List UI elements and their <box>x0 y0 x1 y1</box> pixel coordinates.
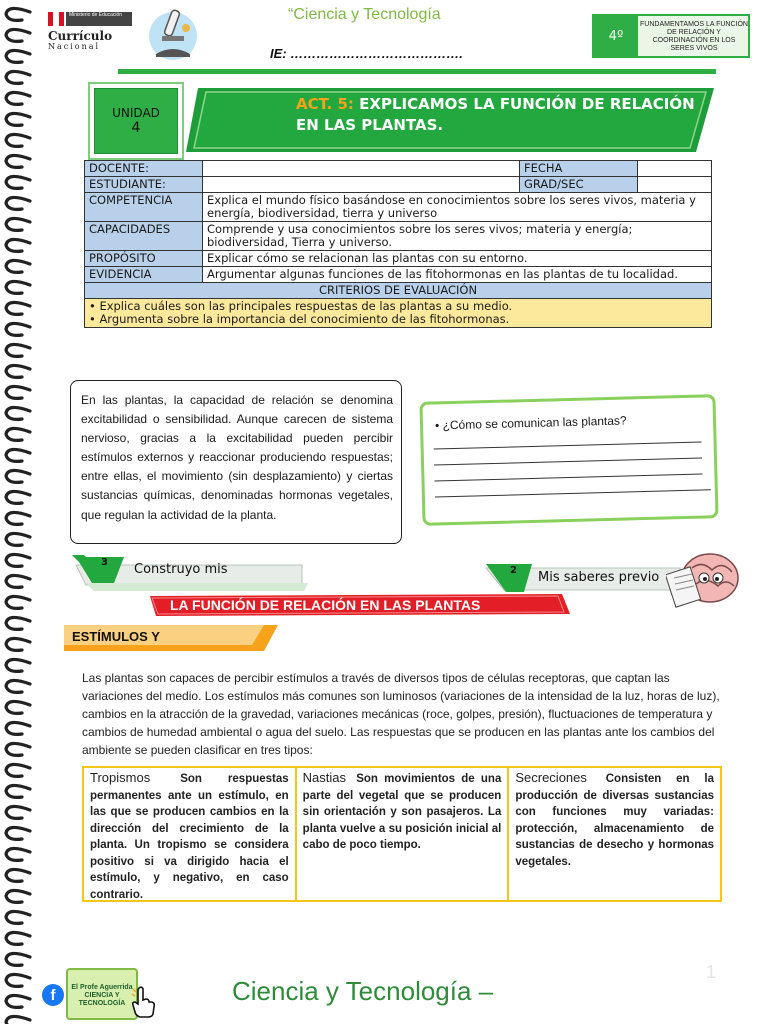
response-types-table <box>82 766 722 902</box>
column-term: Secreciones <box>515 770 587 785</box>
spiral-ring <box>6 785 30 797</box>
spiral-ring <box>6 302 30 314</box>
spiral-ring <box>6 722 30 734</box>
subsection-title: ESTÍMULOS Y <box>72 629 160 644</box>
spiral-ring <box>6 365 30 377</box>
activity-number: ACT. 5: <box>296 95 354 113</box>
capacidades-label: CAPACIDADES <box>85 222 203 251</box>
spiral-ring <box>6 470 30 482</box>
activity-title-text: EXPLICAMOS LA FUNCIÓN DE RELACIÓN EN LAS PLANTAS. <box>296 95 695 134</box>
grade-box <box>592 14 750 58</box>
spiral-ring <box>6 260 30 272</box>
spiral-ring <box>6 386 30 398</box>
question-box <box>419 394 718 526</box>
fecha-field[interactable] <box>638 161 712 177</box>
spiral-ring <box>6 50 30 62</box>
spiral-ring <box>6 953 30 965</box>
spiral-ring <box>6 512 30 524</box>
question-text: • ¿Cómo se comunican las plantas? <box>434 413 627 433</box>
activity-info-table <box>84 160 712 328</box>
grade-number: 4º <box>594 16 638 56</box>
construyo-tab-label: Construyo mis <box>134 562 228 577</box>
spiral-ring <box>6 974 30 986</box>
logo-line: CIENCIA Y TECNOLOGÍA <box>78 992 126 1007</box>
answer-line[interactable] <box>434 458 702 466</box>
spiral-ring <box>6 239 30 251</box>
ie-field: IE: …………………………………. <box>270 46 463 61</box>
spiral-ring <box>6 911 30 923</box>
docente-field[interactable] <box>203 161 520 177</box>
spiral-ring <box>6 176 30 188</box>
ciencia-tecnologia-logo[interactable] <box>66 968 138 1020</box>
footer-title: Ciencia y Tecnología – <box>232 976 494 1006</box>
spiral-ring <box>6 995 30 1007</box>
ministerio-label: Ministerio de Educación <box>66 12 132 26</box>
spiral-ring <box>6 806 30 818</box>
header-title: “Ciencia y Tecnología <box>288 6 441 23</box>
spiral-ring <box>6 449 30 461</box>
criterio-item: • Explica cuáles son las principales respuestas de las plantas a su medio. <box>89 299 513 313</box>
estudiante-label: ESTUDIANTE: <box>85 177 203 193</box>
competencia-value: Explica el mundo físico basándose en conocimientos sobre los seres vivos, materia y energía, biodiversidad, tierra y universo <box>203 193 712 222</box>
spiral-ring <box>6 827 30 839</box>
spiral-ring <box>6 428 30 440</box>
spiral-ring <box>6 869 30 881</box>
intro-text-box: En las plantas, la capacidad de relación se denomina excitabilidad o sensibilidad. Aunque carecen de sistema nervioso, gracias a la excitabilidad pueden percibir estímulos externos y reaccionar produciendo respuestas; entre ellas, el movimiento (sin desplazamiento) y ciertas sustancias químicas, denominadas hormonas vegetales, que regulan la actividad de la planta. <box>70 380 402 544</box>
gradsec-label: GRAD/SEC <box>520 177 638 193</box>
answer-line[interactable] <box>435 489 711 497</box>
spiral-ring <box>6 407 30 419</box>
pointer-hand-icon <box>130 986 156 1018</box>
spiral-ring <box>6 659 30 671</box>
spiral-ring <box>6 218 30 230</box>
activity-title <box>296 94 696 136</box>
spiral-binding <box>0 0 44 1024</box>
spiral-ring <box>6 638 30 650</box>
stimuli-paragraph: Las plantas son capaces de percibir estímulos a través de diversos tipos de células receptoras, que captan las variaciones del medio. Los estímulos más comunes son luminosos (variaciones de la intensidad de la luz, horas de luz), cambios en la atracción de la gravedad, variaciones mecánicas (roce, golpes, presión), fluctuaciones de temperatura y cambios de humedad ambiental o agua del suelo. Las respuestas que se producen en las plantas ante los cambios del ambiente se pueden clasificar en tres tipos: <box>82 671 720 757</box>
spiral-ring <box>6 764 30 776</box>
grade-topic: FUNDAMENTAMOS LA FUNCIÓN DE RELACIÓN Y COORDINACIÓN EN LOS SERES VIVOS <box>640 21 748 52</box>
spiral-ring <box>6 533 30 545</box>
spiral-ring <box>6 113 30 125</box>
spiral-ring <box>6 554 30 566</box>
spiral-ring <box>6 155 30 167</box>
gradsec-field[interactable] <box>638 177 712 193</box>
spiral-ring <box>6 197 30 209</box>
unit-label: UNIDAD <box>112 106 160 120</box>
fecha-label: FECHA <box>520 161 638 177</box>
unit-number: 4 <box>131 120 141 136</box>
capacidades-value: Comprende y usa conocimientos sobre los seres vivos; materia y energía; biodiversidad, Tierra y universo. <box>203 222 712 251</box>
column-text: Consisten en la producción de diversas sustancias con funciones muy variadas: protección, almacenamiento de sustancias de desecho y hormonas vegetales. <box>515 773 715 868</box>
secreciones-cell <box>507 768 720 900</box>
evidencia-value: Argumentar algunas funciones de las fitohormonas en las plantas de tu localidad. <box>203 267 712 283</box>
spiral-ring <box>6 848 30 860</box>
answer-line[interactable] <box>434 474 702 482</box>
spiral-ring <box>6 1016 30 1024</box>
spiral-ring <box>6 743 30 755</box>
brain-mascot-icon <box>666 548 740 618</box>
curriculo-nacional-logo <box>48 10 134 50</box>
competencia-label: COMPETENCIA <box>85 193 203 222</box>
column-term: Tropismos <box>90 770 151 785</box>
unit-badge <box>88 82 184 160</box>
nacional-label: Nacional <box>48 42 101 51</box>
column-term: Nastias <box>302 770 347 785</box>
spiral-ring <box>6 701 30 713</box>
peru-flag-icon <box>48 12 64 26</box>
section-title: LA FUNCIÓN DE RELACIÓN EN LAS PLANTAS <box>170 597 481 613</box>
logo-line: El Profe Aguerrida <box>71 984 133 991</box>
proposito-value: Explicar cómo se relacionan las plantas con su entorno. <box>203 251 712 267</box>
column-text: Son respuestas permanentes ante un estímulo, en las que se producen cambios en la dirección del crecimiento de la planta. Un tropismo se considera positivo si va dirigido hacia el estímulo, y negativo, en caso contrario. <box>90 773 289 901</box>
column-text: Son movimientos de una parte del vegetal que se producen sin orientación y son pasajeros. La planta vuelve a su posición inicial al cabo de poco tiempo. <box>302 773 502 851</box>
spiral-ring <box>6 323 30 335</box>
microscope-icon <box>142 6 204 60</box>
spiral-ring <box>6 491 30 503</box>
spiral-ring <box>6 134 30 146</box>
criterios-list <box>85 299 712 328</box>
header-divider <box>118 69 716 74</box>
saberes-previos-label: Mis saberes previo <box>538 570 660 585</box>
proposito-label: PROPÓSITO <box>85 251 203 267</box>
spiral-ring <box>6 281 30 293</box>
spiral-ring <box>6 71 30 83</box>
nastias-cell <box>295 768 508 900</box>
spiral-ring <box>6 932 30 944</box>
docente-label: DOCENTE: <box>85 161 203 177</box>
spiral-ring <box>6 344 30 356</box>
spiral-ring <box>6 29 30 41</box>
evidencia-label: EVIDENCIA <box>85 267 203 283</box>
spiral-ring <box>6 8 30 20</box>
step-number: 2 <box>510 565 517 576</box>
spiral-ring <box>6 890 30 902</box>
tropismos-cell <box>84 768 295 900</box>
spiral-ring <box>6 575 30 587</box>
spiral-ring <box>6 617 30 629</box>
estudiante-field[interactable] <box>203 177 520 193</box>
criterio-item: • Argumenta sobre la importancia del conocimiento de las fitohormonas. <box>89 312 510 326</box>
curriculo-label: Currículo <box>48 29 113 43</box>
page-number: 1 <box>706 962 717 982</box>
criterios-header: CRITERIOS DE EVALUACIÓN <box>85 283 712 299</box>
spiral-ring <box>6 680 30 692</box>
answer-line[interactable] <box>434 442 702 450</box>
spiral-ring <box>6 92 30 104</box>
spiral-ring <box>6 596 30 608</box>
facebook-icon[interactable]: f <box>42 984 64 1006</box>
step-number: 3 <box>101 557 108 568</box>
